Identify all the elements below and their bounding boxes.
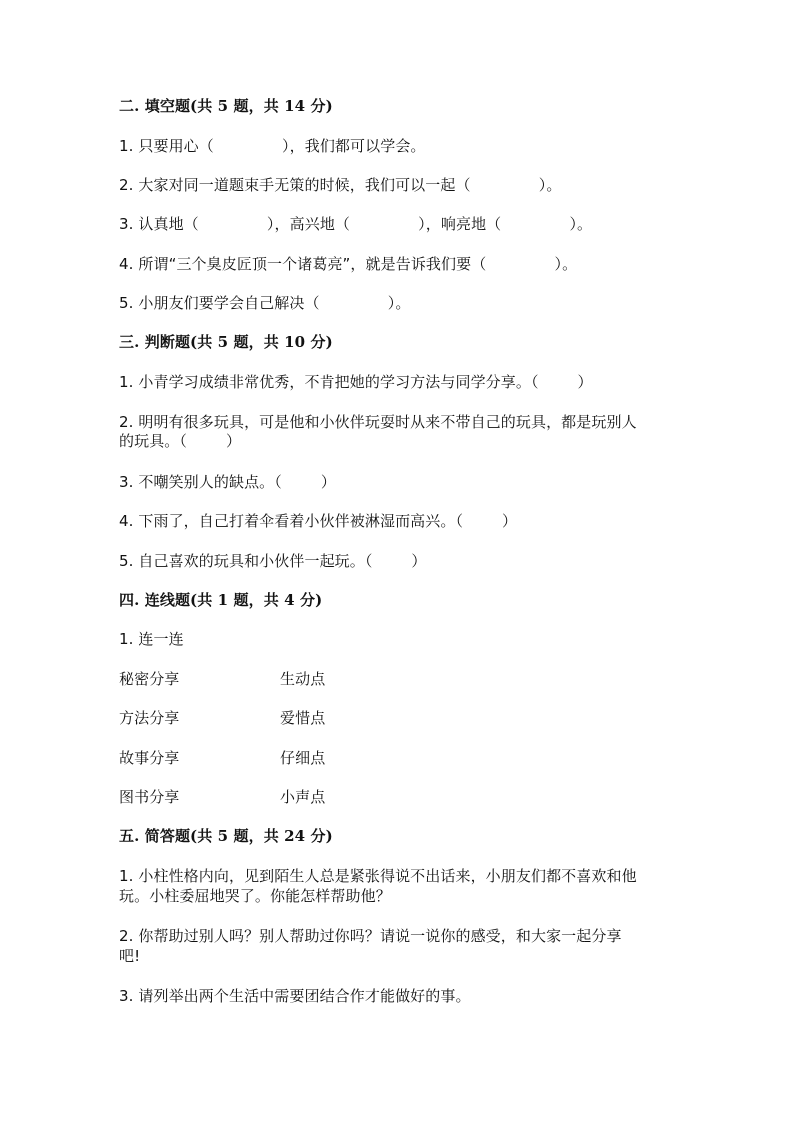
- judge-question-2-line1: 2. 明明有很多玩具，可是他和小伙伴玩耍时从来不带自己的玩具，都是玩别人: [119, 413, 637, 431]
- judge-question-5: 5. 自己喜欢的玩具和小伙伴一起玩。（ ）: [119, 552, 427, 570]
- fill-question-3: 3. 认真地（ ），高兴地（ ），响亮地（ ）。: [119, 215, 593, 233]
- fill-question-5: 5. 小朋友们要学会自己解决（ ）。: [119, 294, 411, 312]
- judge-question-1: 1. 小青学习成绩非常优秀，不肯把她的学习方法与同学分享。（ ）: [119, 373, 593, 391]
- short-question-3: 3. 请列举出两个生活中需要团结合作才能做好的事。: [119, 987, 471, 1005]
- match-left-item: 秘密分享: [119, 670, 180, 688]
- section5-heading: 五. 简答题(共 5 题，共 24 分): [119, 827, 333, 845]
- match-question-1: 1. 连一连: [119, 630, 184, 648]
- match-right-item: 生动点: [280, 670, 326, 688]
- judge-question-2-line2: 的玩具。（ ）: [119, 432, 242, 450]
- fill-question-4: 4. 所谓“三个臭皮匠顶一个诸葛亮”，就是告诉我们要（ ）。: [119, 255, 578, 273]
- judge-question-4: 4. 下雨了，自己打着伞看着小伙伴被淋湿而高兴。（ ）: [119, 512, 518, 530]
- match-left-item: 图书分享: [119, 788, 180, 806]
- match-right-item: 爱惜点: [280, 709, 326, 727]
- match-right-item: 仔细点: [280, 749, 326, 767]
- match-left-item: 方法分享: [119, 709, 180, 727]
- short-question-2-line2: 吧!: [119, 947, 141, 965]
- section2-heading: 二. 填空题(共 5 题，共 14 分): [119, 97, 333, 115]
- judge-question-3: 3. 不嘲笑别人的缺点。（ ）: [119, 473, 336, 491]
- short-question-1-line2: 玩。小柱委屈地哭了。你能怎样帮助他？: [119, 887, 391, 905]
- section3-heading: 三. 判断题(共 5 题，共 10 分): [119, 333, 333, 351]
- fill-question-2: 2. 大家对同一道题束手无策的时候，我们可以一起（ ）。: [119, 176, 562, 194]
- short-question-2-line1: 2. 你帮助过别人吗？别人帮助过你吗？请说一说你的感受，和大家一起分享: [119, 927, 622, 945]
- fill-question-1: 1. 只要用心（ ），我们都可以学会。: [119, 137, 426, 155]
- short-question-1-line1: 1. 小柱性格内向，见到陌生人总是紧张得说不出话来，小朋友们都不喜欢和他: [119, 867, 637, 885]
- match-right-item: 小声点: [280, 788, 326, 806]
- section4-heading: 四. 连线题(共 1 题，共 4 分): [119, 591, 323, 609]
- match-left-item: 故事分享: [119, 749, 180, 767]
